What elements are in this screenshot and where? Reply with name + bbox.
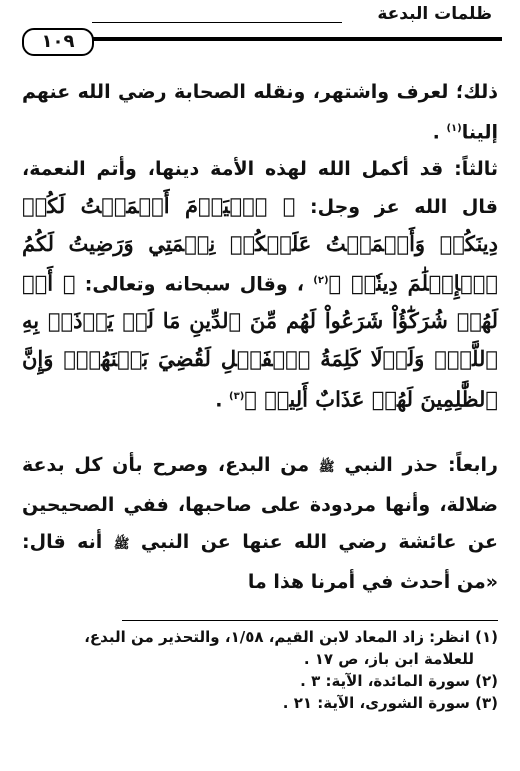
p1-text: ذلك؛ لعرف واشتهر، ونقله الصحابة رضي الله عنهم إلينا	[22, 81, 498, 144]
footnote-1-line-1: (١) انظر: زاد المعاد لابن القيم، ١/٥٨، والتحذير من البدع،	[84, 628, 498, 646]
footnote-ref-1: (١)	[446, 122, 462, 134]
footnote-ref-3: (٣)	[229, 391, 245, 403]
section-label-fourth: رابعاً:	[447, 454, 498, 477]
quran-verse-2: ﴿ أَمۡ لَهُمۡ شُرَكَٰٓؤُاْ شَرَعُواْ لَهُم مِّنَ ٱلدِّينِ مَا لَمۡ يَأۡذَنۢ بِهِ ٱللَّهُۚ وَلَوۡلَا كَلِمَةُ ٱلۡفَصۡلِ لَقُضِيَ بَيۡنَهُمۡۗ وَإِنَّ ٱلظَّٰلِمِينَ لَهُمۡ عَذَابٌ أَلِيمٞ ﴾	[22, 270, 498, 412]
section-label-third: ثالثاً:	[454, 157, 498, 180]
running-title: ظلمات البدعة	[377, 4, 492, 24]
salutation-glyph-1: ﷺ	[318, 460, 335, 476]
footnote-3: (٣) سورة الشورى، الآية: ٢١ .	[282, 694, 498, 712]
salutation-glyph-2: ﷺ	[113, 536, 130, 552]
p1-end: .	[432, 121, 447, 144]
p2-mid: ، وقال سبحانه وتعالى:	[75, 273, 314, 296]
footnotes	[22, 626, 498, 714]
p3-text-a: حذر النبي	[334, 454, 448, 477]
footnote-1-line-2: للعلامة ابن باز، ص ١٧ .	[303, 650, 474, 668]
footnote-ref-2: (٢)	[313, 275, 329, 287]
page-number: ١٠٩	[22, 28, 94, 56]
main-text	[22, 74, 498, 600]
p2-end: .	[215, 389, 230, 412]
quran-verse-1: ﴿ ٱلۡيَوۡمَ أَكۡمَلۡتُ لَكُمۡ دِينَكُمۡ وَأَتۡمَمۡتُ عَلَيۡكُمۡ نِعۡمَتِي وَرَضِيتُ لَكُمُ ٱلۡإِسۡلَٰمَ دِينٗاۚ ﴾	[22, 192, 498, 296]
p2-text: قد أكمل الله لهذه الأمة دينها، وأتم النعمة، قال الله عز وجل:	[22, 157, 498, 218]
header-rule-thin	[92, 22, 342, 23]
footnote-2: (٢) سورة المائدة، الآية: ٣ .	[300, 672, 498, 690]
paragraph-1	[22, 74, 498, 151]
paragraph-3	[22, 447, 498, 600]
paragraph-2	[22, 151, 498, 419]
p3-text-c: أنه قال: «من أحدث في أمرنا هذا ما	[22, 530, 498, 593]
section-gap	[22, 419, 498, 447]
p3-text-b: من البدع، وصرح بأن كل بدعة ضلالة، وأنها مردودة على صاحبها، ففي الصحيحين عن عائشة رضي الله عنها عن النبي	[22, 454, 498, 553]
footnote-separator	[122, 620, 498, 621]
header-rule-thick	[92, 37, 502, 41]
